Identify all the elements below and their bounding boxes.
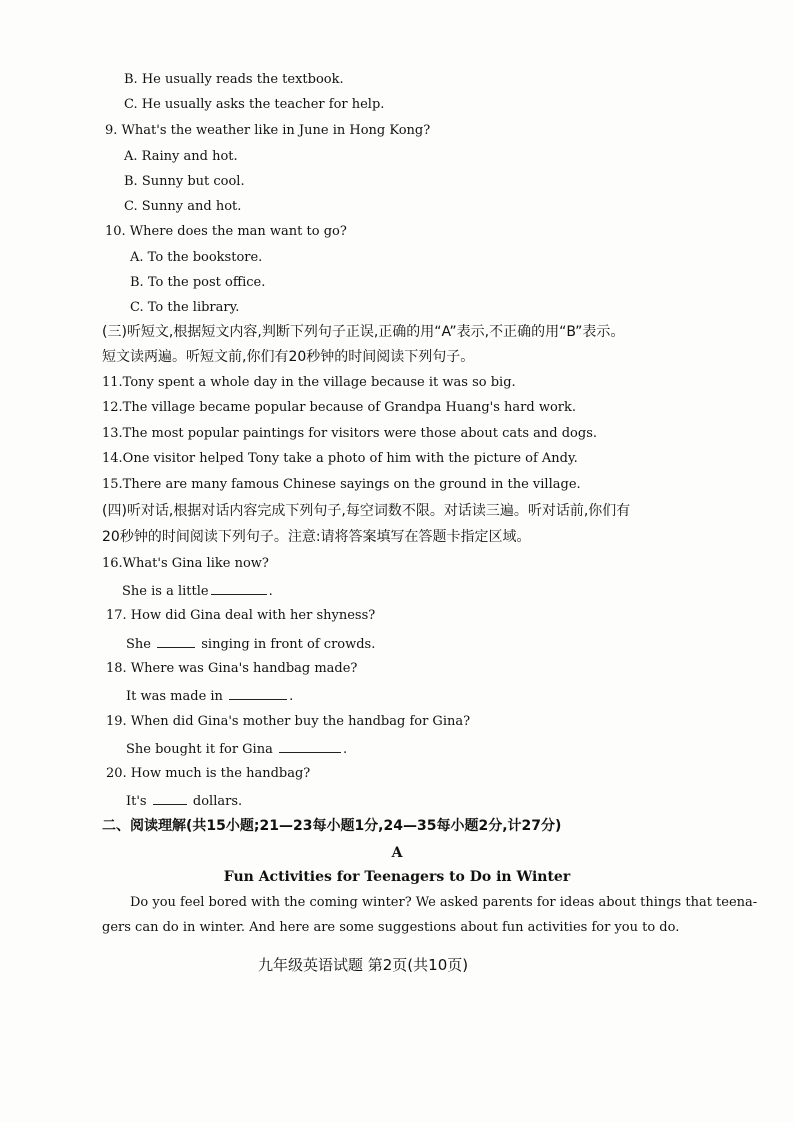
q18-question: 18. Where was Gina's handbag made? <box>106 661 358 676</box>
q19-suffix: . <box>342 742 348 757</box>
q10-option-c: C. To the library. <box>130 300 240 315</box>
q20-blank[interactable] <box>153 792 187 805</box>
q17-suffix: singing in front of crowds. <box>201 637 376 652</box>
q10-stem: 10. Where does the man want to go? <box>105 224 347 239</box>
statement-11: 11.Tony spent a whole day in the village because it was so big. <box>102 375 516 390</box>
q17-prefix: She <box>126 637 151 652</box>
q19-answer-line <box>126 740 347 758</box>
q17-answer-line <box>126 635 375 653</box>
statement-12: 12.The village became popular because of Grandpa Huang's hard work. <box>102 400 576 415</box>
q20-prefix: It's <box>126 794 147 809</box>
part2-heading: 二、阅读理解(共15小题;21—23每小题1分,24—35每小题2分,计27分) <box>102 818 562 834</box>
q9-option-c: C. Sunny and hot. <box>124 199 242 214</box>
q9-stem: 9. What's the weather like in June in Hong Kong? <box>105 123 431 138</box>
passage-label: A <box>391 845 403 861</box>
q19-question: 19. When did Gina's mother buy the handbag for Gina? <box>106 714 471 729</box>
q18-prefix: It was made in <box>126 689 223 704</box>
statement-13: 13.The most popular paintings for visitors were those about cats and dogs. <box>102 426 598 441</box>
q16-suffix: . <box>268 584 273 599</box>
page-footer: 九年级英语试题 第2页(共10页) <box>258 956 469 974</box>
q19-prefix: She bought it for Gina <box>126 742 273 757</box>
q9-option-a: A. Rainy and hot. <box>124 149 238 164</box>
q10-option-b: B. To the post office. <box>130 275 266 290</box>
passage-title: Fun Activities for Teenagers to Do in Winter <box>223 869 571 885</box>
statement-14: 14.One visitor helped Tony take a photo of him with the picture of Andy. <box>102 451 578 466</box>
section4-instruction-cont: 20秒钟的时间阅读下列句子。注意:请将答案填写在答题卡指定区域。 <box>102 529 531 545</box>
q19-blank[interactable] <box>279 740 341 753</box>
q18-answer-line <box>126 687 293 705</box>
q10-option-a: A. To the bookstore. <box>130 250 263 265</box>
passage-paragraph-line-2: gers can do in winter. And here are some suggestions about fun activities for you to do. <box>102 920 680 935</box>
q16-blank[interactable] <box>211 582 267 595</box>
q7-option-b: B. He usually reads the textbook. <box>124 72 344 87</box>
q16-answer-line <box>122 582 273 600</box>
q18-suffix: . <box>289 689 294 704</box>
q18-blank[interactable] <box>229 687 287 700</box>
q7-option-c: C. He usually asks the teacher for help. <box>124 97 385 112</box>
section3-instruction: (三)听短文,根据短文内容,判断下列句子正误,正确的用“A”表示,不正确的用“B”表示。 <box>102 324 625 340</box>
q17-question: 17. How did Gina deal with her shyness? <box>106 608 376 623</box>
q16-prefix: She is a little <box>122 584 209 599</box>
section3-instruction-cont: 短文读两遍。听短文前,你们有20秒钟的时间阅读下列句子。 <box>102 349 475 365</box>
q20-question: 20. How much is the handbag? <box>106 766 311 781</box>
passage-paragraph-line-1: Do you feel bored with the coming winter? We asked parents for ideas about things that teena- <box>130 895 758 910</box>
q20-suffix: dollars. <box>192 794 243 809</box>
q9-option-b: B. Sunny but cool. <box>124 174 245 189</box>
q20-answer-line <box>126 792 242 810</box>
q17-blank[interactable] <box>157 635 195 648</box>
statement-15: 15.There are many famous Chinese sayings on the ground in the village. <box>102 477 581 492</box>
q16-question: 16.What's Gina like now? <box>102 556 269 571</box>
section4-instruction: (四)听对话,根据对话内容完成下列句子,每空词数不限。对话读三遍。听对话前,你们有 <box>102 503 631 519</box>
